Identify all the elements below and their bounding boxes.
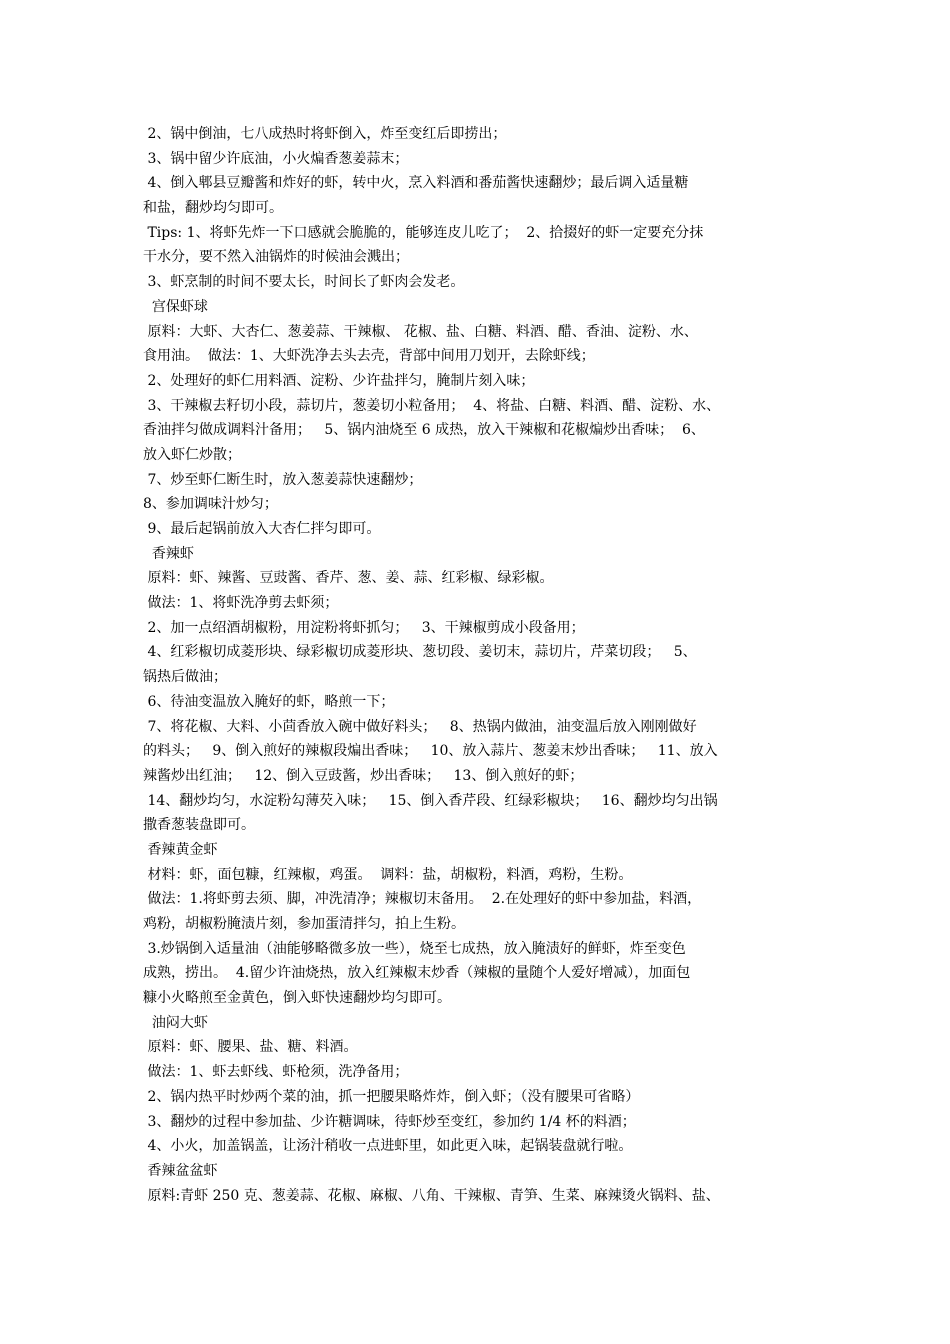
text-line: 和盐，翻炒均匀即可。 bbox=[143, 200, 283, 217]
text-line: 做法：1、虾去虾线、虾枪须，洗净备用； bbox=[143, 1064, 409, 1081]
text-line: 4、倒入郫县豆瓣酱和炸好的虾，转中火，烹入料酒和番茄酱快速翻炒；最后调入适量糖 bbox=[143, 175, 689, 192]
text-line: 7、将花椒、大料、小茴香放入碗中做好料头； 8、热锅内做油，油变温后放入刚刚做好 bbox=[143, 718, 697, 735]
text-line: 放入虾仁炒散； bbox=[143, 446, 241, 463]
text-line: 3.炒锅倒入适量油（油能够略微多放一些），烧至七成热，放入腌渍好的鲜虾，炸至变色 bbox=[143, 940, 686, 957]
text-line: 4、小火，加盖锅盖，让汤汁稍收一点进虾里，如此更入味，起锅装盘就行啦。 bbox=[143, 1138, 633, 1155]
text-line: Tips: 1、将虾先炸一下口感就会脆脆的，能够连皮儿吃了； 2、拾掇好的虾一定要充分抹 bbox=[143, 224, 704, 241]
text-line: 8、参加调味汁炒匀； bbox=[143, 496, 278, 513]
text-line: 3、干辣椒去籽切小段，蒜切片，葱姜切小粒备用； 4、将盐、白糖、料酒、醋、淀粉、水、 bbox=[143, 397, 721, 414]
text-line: 食用油。 做法：1、大虾洗净去头去壳，背部中间用刀划开，去除虾线； bbox=[143, 348, 595, 365]
text-line: 成熟，捞出。 4.留少许油烧热，放入红辣椒末炒香（辣椒的量随个人爱好增减），加面包 bbox=[143, 965, 691, 982]
text-line: 锅热后做油； bbox=[143, 669, 227, 686]
text-line: 糠小火略煎至金黄色，倒入虾快速翻炒均匀即可。 bbox=[143, 990, 451, 1007]
text-line: 香辣黄金虾 bbox=[143, 841, 218, 858]
text-line: 撒香葱装盘即可。 bbox=[143, 817, 255, 834]
text-line: 干水分，要不然入油锅炸的时候油会溅出； bbox=[143, 249, 409, 266]
text-line: 香油拌匀做成调料汁备用； 5、锅内油烧至 6 成热，放入干辣椒和花椒煸炒出香味； 6、 bbox=[143, 422, 705, 439]
text-line: 做法：1、将虾洗净剪去虾须； bbox=[143, 595, 339, 612]
text-line: 4、红彩椒切成菱形块、绿彩椒切成菱形块、葱切段、姜切末，蒜切片，芹菜切段； 5、 bbox=[143, 644, 697, 661]
text-line: 辣酱炒出红油； 12、倒入豆豉酱，炒出香味； 13、倒入煎好的虾； bbox=[143, 767, 584, 784]
text-line: 的料头； 9、倒入煎好的辣椒段煸出香味； 10、放入蒜片、葱姜末炒出香味； 11、放入 bbox=[143, 743, 718, 760]
text-line: 3、锅中留少许底油，小火煸香葱姜蒜末； bbox=[143, 150, 409, 167]
text-line: 原料：虾、辣酱、豆豉酱、香芹、葱、姜、蒜、红彩椒、绿彩椒。 bbox=[143, 570, 554, 587]
text-line: 宫保虾球 bbox=[143, 298, 208, 315]
text-line: 原料:青虾 250 克、葱姜蒜、花椒、麻椒、八角、干辣椒、青笋、生菜、麻辣烫火锅料、盐、 bbox=[143, 1187, 720, 1204]
text-line: 香辣虾 bbox=[143, 545, 194, 562]
text-line: 鸡粉，胡椒粉腌渍片刻，参加蛋清拌匀，拍上生粉。 bbox=[143, 916, 465, 932]
text-line: 14、翻炒均匀，水淀粉勾薄芡入味； 15、倒入香芹段、红绿彩椒块； 16、翻炒均匀出锅 bbox=[143, 792, 718, 809]
text-line: 2、锅内热平时炒两个菜的油，抓一把腰果略炸炸，倒入虾；（没有腰果可省略） bbox=[143, 1088, 640, 1105]
document-body bbox=[143, 122, 823, 1208]
text-line: 7、炒至虾仁断生时，放入葱姜蒜快速翻炒； bbox=[143, 471, 423, 488]
text-line: 做法：1.将虾剪去须、脚，冲洗清净；辣椒切末备用。 2.在处理好的虾中参加盐，料酒， bbox=[143, 891, 702, 908]
text-line: 3、虾烹制的时间不要太长，时间长了虾肉会发老。 bbox=[143, 274, 465, 291]
text-line: 油闷大虾 bbox=[143, 1014, 208, 1031]
text-line: 2、加一点绍酒胡椒粉，用淀粉将虾抓匀； 3、干辣椒剪成小段备用； bbox=[143, 619, 585, 636]
text-line: 香辣盆盆虾 bbox=[143, 1162, 218, 1179]
text-line: 3、翻炒的过程中参加盐、少许糖调味，待虾炒至变红，参加约 1/4 杯的料酒； bbox=[143, 1113, 636, 1130]
text-line: 原料：大虾、大杏仁、葱姜蒜、干辣椒、 花椒、盐、白糖、料酒、醋、香油、淀粉、水、 bbox=[143, 323, 698, 340]
text-line: 9、最后起锅前放入大杏仁拌匀即可。 bbox=[143, 521, 381, 537]
text-line: 2、处理好的虾仁用料酒、淀粉、少许盐拌匀，腌制片刻入味； bbox=[143, 372, 535, 389]
text-line: 原料：虾、腰果、盐、糖、料酒。 bbox=[143, 1039, 358, 1056]
text-line: 6、待油变温放入腌好的虾，略煎一下； bbox=[143, 693, 395, 710]
text-line: 材料：虾，面包糠，红辣椒，鸡蛋。 调料：盐，胡椒粉，料酒，鸡粉，生粉。 bbox=[143, 866, 633, 883]
text-line: 2、锅中倒油，七八成热时将虾倒入，炸至变红后即捞出； bbox=[143, 126, 507, 142]
